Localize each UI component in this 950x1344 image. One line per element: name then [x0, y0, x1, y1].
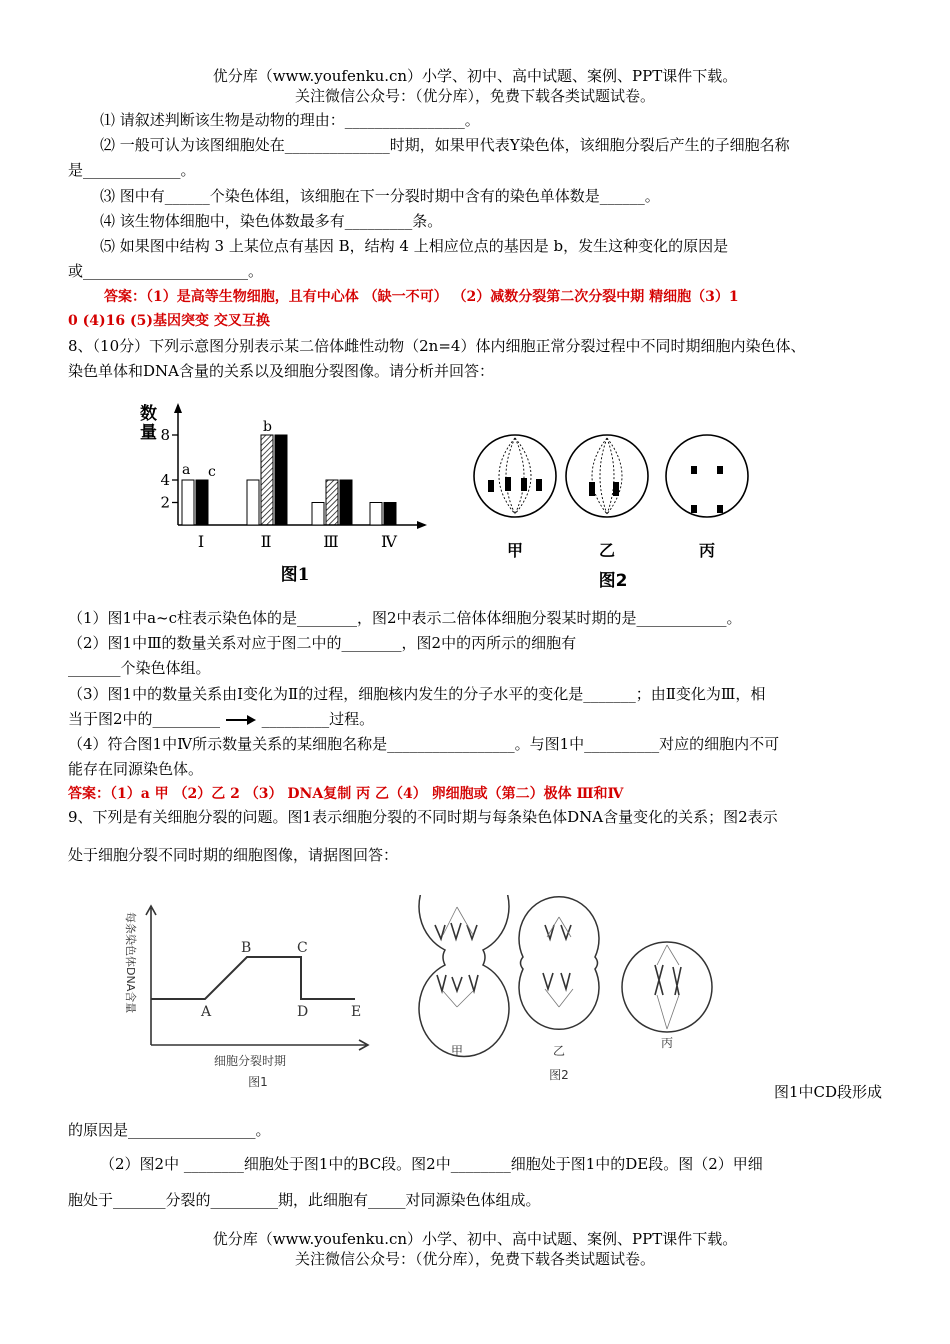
chromosome	[505, 477, 511, 491]
q8-intro-1: 8、（10分）下列示意图分别表示某二倍体雌性动物（2n=4）体内细胞正常分裂过程中不同时期细胞内染色体、	[68, 337, 806, 355]
bar-c-2	[275, 435, 287, 525]
cell-label-bing: 丙	[698, 541, 716, 560]
q8-sub-3a: （3）图1中的数量关系由Ⅰ变化为Ⅱ的过程，细胞核内发生的分子水平的变化是_______；由Ⅱ变化为Ⅲ，相	[68, 685, 766, 703]
cell-yi	[566, 435, 648, 517]
cell-label-bing: 丙	[660, 1036, 674, 1050]
figure-2-title: 图2	[549, 1068, 569, 1082]
chromosome	[521, 478, 527, 491]
bar-b-2	[261, 435, 273, 525]
q8-sub-3b-pre: 当于图2中的_________	[68, 710, 221, 728]
q8-intro-2: 染色单体和DNA含量的关系以及细胞分裂图像。请分析并回答：	[68, 362, 494, 380]
q8-sub-4b: 能存在同源染色体。	[68, 760, 204, 778]
q7-answer-2: 0 (4)16 (5)基因突变 交叉互换	[68, 313, 270, 329]
cell-jia	[474, 435, 556, 517]
chromosome	[536, 479, 542, 491]
q9-figure-2-cells	[395, 895, 725, 1085]
header-line-2: 关注微信公众号：（优分库），免费下载各类试题试卷。	[294, 87, 655, 105]
bar-a-2	[247, 480, 259, 525]
bar-a-3	[312, 503, 324, 526]
chromosome	[717, 505, 723, 513]
header-line-1: 优分库（www.youfenku.cn）小学、初中、高中试题、案例、PPT课件下载。	[212, 67, 738, 85]
y-axis-label: 数	[140, 404, 157, 424]
cell-label-yi: 乙	[598, 541, 616, 560]
q8-sub-2a: （2）图1中Ⅲ的数量关系对应于图二中的________，图2中的丙所示的细胞有	[68, 634, 577, 652]
q8-answer: 答案：（1）a 甲 （2）乙 2 （3） DNA复制 丙 乙（4） 卵细胞或（第二）极体 Ⅲ和Ⅳ	[68, 786, 624, 802]
graph-point-c: C	[297, 940, 308, 956]
q9-sub-2b: 胞处于_______分裂的_________期，此细胞有_____对同源染色体组成。	[68, 1191, 541, 1209]
arrow-right-icon	[225, 714, 257, 726]
graph-point-b: B	[241, 940, 252, 956]
graph-point-e: E	[351, 1004, 362, 1020]
series-label-a: a	[182, 462, 191, 478]
q7-part2b: 是_____________。	[68, 161, 196, 179]
bar-a-4	[370, 503, 382, 526]
bar-c-3	[340, 480, 352, 525]
footer-line-2: 关注微信公众号：（优分库），免费下载各类试题试卷。	[294, 1250, 655, 1268]
y-axis-label: 量	[140, 423, 157, 443]
series-label-b: b	[263, 419, 272, 435]
q8-sub-1: （1）图1中a~c柱表示染色体的是________，图2中表示二倍体体细胞分裂某时期的是____________。	[68, 609, 742, 627]
q7-part3: ⑶ 图中有______个染色体组，该细胞在下一分裂时期中含有的染色单体数是______。	[100, 187, 660, 205]
cell-label-jia: 甲	[506, 541, 524, 560]
chromosome	[691, 505, 697, 513]
q8-sub-4a: （4）符合图1中Ⅳ所示数量关系的某细胞名称是_________________。与图1中__________对应的细胞内不可	[68, 735, 780, 753]
dna-curve	[151, 957, 355, 999]
x-tick-label: Ⅱ	[260, 532, 272, 551]
graph-point-a: A	[201, 1004, 212, 1020]
q7-part5b: 或______________________。	[68, 262, 264, 280]
x-tick-label: Ⅳ	[381, 532, 397, 551]
bar-c-4	[384, 503, 396, 526]
chromosome	[488, 480, 494, 492]
chromosome	[691, 466, 697, 474]
x-tick-label: Ⅲ	[323, 532, 339, 551]
chart-title: 图1	[280, 565, 310, 585]
q8-sub-3b	[68, 709, 374, 729]
graph-xlabel: 细胞分裂时期	[213, 1054, 287, 1068]
q9-figure-1-graph	[115, 900, 375, 1095]
y-tick-label: 4	[160, 471, 170, 489]
y-tick-label: 8	[160, 426, 170, 444]
cell-bing	[622, 942, 712, 1032]
q7-part4: ⑷ 该生物体细胞中，染色体数最多有_________条。	[100, 212, 443, 230]
q9-intro-1: 9、下列是有关细胞分裂的问题。图1表示细胞分裂的不同时期与每条染色体DNA含量变化的关系；图2表示	[68, 808, 778, 826]
q8-sub-3b-post: _________过程。	[261, 710, 375, 728]
x-axis-arrow	[417, 521, 427, 529]
x-tick-label: Ⅰ	[197, 532, 205, 551]
y-tick-label: 2	[160, 493, 170, 512]
q7-part2a: ⑵ 一般可认为该图细胞处在______________时期，如果甲代表Y染色体，该细胞分裂后产生的子细胞名称	[100, 136, 790, 154]
graph-title: 图1	[248, 1075, 268, 1089]
chromosome	[613, 482, 619, 496]
q9-sub-2a: （2）图2中 ________细胞处于图1中的BC段。图2中________细胞处于图1中的DE段。图（2）甲细	[100, 1155, 763, 1173]
q7-answer-1: 答案：（1）是高等生物细胞，且有中心体 （缺一不可） （2）减数分裂第二次分裂中期 精细胞（3）1	[104, 289, 739, 305]
q9-sub-1-right: 图1中CD段形成	[773, 1083, 882, 1101]
q7-part1: ⑴ 请叙述判断该生物是动物的理由：________________。	[100, 111, 480, 129]
cell-bing	[666, 435, 748, 517]
q8-sub-2b: _______个染色体组。	[68, 659, 211, 677]
bar-b-3	[326, 480, 338, 525]
chromosome	[589, 482, 595, 496]
q8-figure-2-cells	[465, 430, 765, 592]
series-label-c: c	[208, 464, 216, 480]
graph-ylabel: 每条染色体DNA含量	[124, 912, 137, 1014]
cell-label-yi: 乙	[552, 1044, 566, 1058]
figure-2-title: 图2	[598, 571, 628, 591]
q8-figure-1-chart	[130, 395, 430, 590]
bar-a-1	[182, 480, 194, 525]
cell-label-jia: 甲	[450, 1044, 464, 1058]
bar-c-1	[196, 480, 208, 525]
y-axis-arrow	[174, 403, 182, 413]
footer-line-1: 优分库（www.youfenku.cn）小学、初中、高中试题、案例、PPT课件下载。	[212, 1230, 738, 1248]
q7-part5a: ⑸ 如果图中结构 3 上某位点有基因 B，结构 4 上相应位点的基因是 b，发生这种变化的原因是	[100, 237, 729, 255]
chromosome	[717, 466, 723, 474]
cell-yi	[519, 897, 599, 1030]
q9-intro-2: 处于细胞分裂不同时期的细胞图像，请据图回答：	[68, 846, 399, 864]
graph-point-d: D	[297, 1004, 309, 1020]
q9-sub-1-left: 的原因是_________________。	[68, 1121, 271, 1139]
